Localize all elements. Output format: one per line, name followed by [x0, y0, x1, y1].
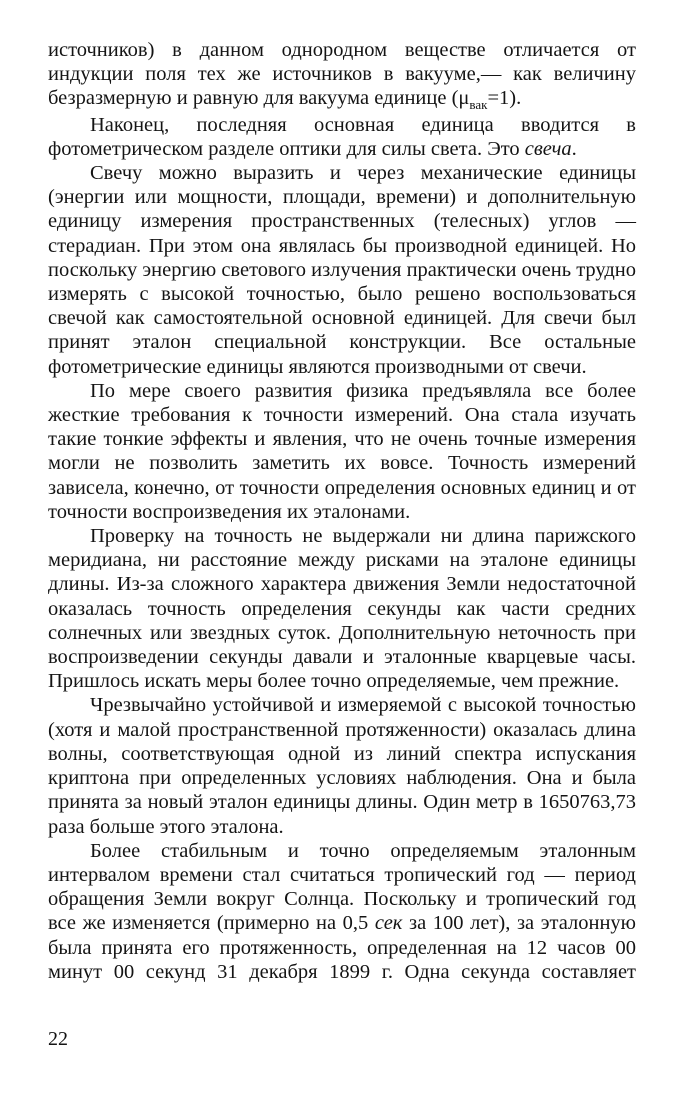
paragraph-0-text: источников) в данном однородном веществе отличается от индукции поля тех же источников в вакууме,— как величину безразмерную и равную для вакуума единице (μ [48, 39, 636, 110]
paragraph-1-text: Наконец, последняя основная единица вводится в фотометрическом разделе оптики для силы света. Это [48, 113, 636, 160]
paragraph-precision-requirements: По мере своего развития физика предъявляла все более жесткие требования к точности измерений. Она стала изучать такие тонкие эффекты и явления, что не очень точные измерения могли не позволить заметить их вовсе. Точность измерений зависела, конечно, от точности определения основных единиц и от точности воспроизведения их эталонами. [48, 379, 636, 523]
mu-subscript: вак [469, 97, 488, 113]
paragraph-krypton-wavelength: Чрезвычайно устойчивой и измеряемой с высокой точностью (хотя и малой пространственной протяженности) оказалась длина волны, соответствующая одной из линий спектра испускания криптона при определенных условиях наблюдения. Она и была принята за новый эталон единицы длины. Один метр в 1650763,73 раза больше этого эталона. [48, 694, 636, 838]
paragraph-meridian-check: Проверку на точность не выдержали ни длина парижского меридиана, ни расстояние между рисками на эталоне единицы длины. Из-за сложного характера движения Земли недостаточной оказалась точность определения секунды как части средних солнечных или звездных суток. Дополнительную неточность при воспроизведении секунды давали и эталонные кварцевые часы. Пришлось искать меры более точно определяемые, чем прежние. [48, 525, 636, 693]
italic-term-svecha: свеча [524, 137, 572, 160]
page-number: 22 [48, 1028, 68, 1050]
italic-unit-sek: сек [374, 912, 403, 935]
paragraph-0-end: =1). [487, 87, 522, 110]
paragraph-6-end: за 100 лет), за эталонную была принята его протяженность, определенная на 12 часов 00 минут 00 секунд 31 декабря 1899 г. Одна секунда составляет [48, 912, 637, 983]
paragraph-tropical-year [48, 839, 636, 984]
paragraph-candela-intro [48, 113, 636, 161]
paragraph-candela-definition: Свечу можно выразить и через механические единицы (энергии или мощности, площади, времени) и дополнительную единицу измерения пространственных (телесных) углов — стерадиан. При этом она являлась бы производной единицей. Но поскольку энергию светового излучения практически очень трудно измерять с высокой точностью, было решено воспользоваться свечой как самостоятельной основной единицей. Для свечи был принят эталон специальной конструкции. Все остальные фотометрические единицы являются производными от свечи. [48, 162, 636, 378]
paragraph-1-end: . [571, 137, 577, 160]
page-body [48, 38, 636, 984]
paragraph-continuation [48, 38, 636, 113]
paragraph-6-text: Более стабильным и точно определяемым эталонным интервалом времени стал считаться тропический год — период обращения Земли вокруг Солнца. Поскольку и тропический год все же изменяется (примерно на 0,5 [48, 839, 636, 935]
